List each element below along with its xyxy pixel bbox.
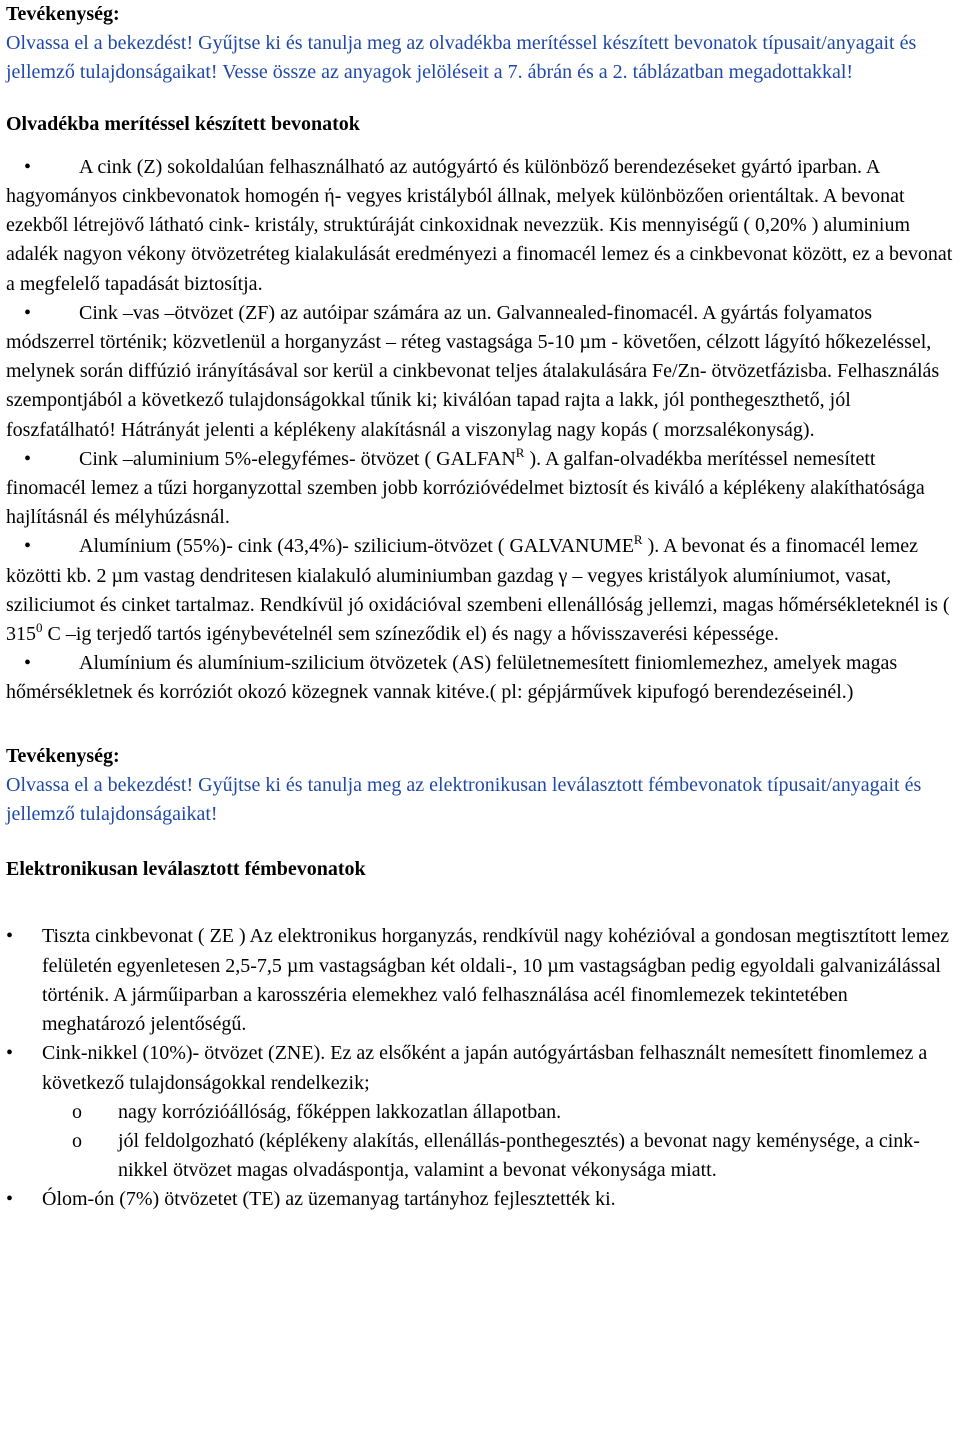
activity-instruction-1: Olvassa el a bekezdést! Gyűjtse ki és tanulja meg az olvadékba merítéssel készített bevonatok típusait/anyagait és jellemző tulajdonságaikat! Vesse össze az anyagok jelöléseit a 7. ábrán és a 2. táblázatban megadottakkal! [6, 32, 917, 84]
list-item-text: A cink (Z) sokoldalúan felhasználható az autógyártó és különböző berendezéseket gyártó iparban. A hagyományos cinkbevonatok homogén ή- vegyes kristályból állnak, melyek különbözően orientáltak. A bevonat ezekből létrejövő látható cink- kristály, struktúráját cinkoxidnak nevezzük. Kis mennyiségű ( 0,20% ) aluminium adalék nagyon vékony ötvözetréteg kialakulását eredményezi a finomacél lemez és a cinkbevonat között, ez a bevonat a megfelelő tapadását biztosítja. [6, 155, 953, 295]
spacer [6, 884, 956, 922]
list-item-text: Alumínium (55%)- cink (43,4%)- szilicium-ötvözet ( GALVANUME [79, 535, 634, 558]
spacer [6, 88, 956, 110]
bullet-list [6, 922, 956, 1214]
list-item [6, 532, 956, 649]
activity-instruction-2: Olvassa el a bekezdést! Gyűjtse ki és tanulja meg az elektronikusan leválasztott fémbevonatok típusait/anyagait és jellemző tulajdonságaikat! [6, 773, 922, 826]
bullet-icon: • [24, 301, 32, 324]
section-heading-2: Elektronikusan leválasztott fémbevonatok [6, 858, 366, 881]
list-item-text: C –ig terjedő tartós igénybevételnél sem színeződik el) és nagy a hővisszaverési képessége. [42, 623, 779, 646]
spacer [6, 829, 956, 855]
superscript-mark: 0 [36, 620, 43, 636]
bullet-icon: • [24, 535, 32, 558]
sub-list-item [42, 1127, 956, 1185]
circle-bullet-icon: o [72, 1129, 82, 1152]
list-item-text: ). A galfan-olvadékba merítéssel nemesített finomacél lemez a tűzi horganyzottal szemben jobb korrózióvédelmet biztosít és kiváló a képlékeny alakíthatósága hajlításnál és mélyhúzásnál. [6, 447, 925, 529]
list-item-text: Cink-nikkel (10%)- ötvözet (ZNE). Ez az elsőként a japán autógyártásban felhasznált nemesített finomlemez a következő tulajdonságokkal rendelkezik; [42, 1042, 928, 1094]
activity-label-1: Tevékenység: [6, 3, 120, 25]
list-item-text: Alumínium és alumínium-szilicium ötvözetek (AS) felületnemesített finiomlemezhez, amelyek magas hőmérsékletnek és korróziót okozó közegnek vannak kitéve.( pl: gépjárművek kipufogó berendezéseinél.) [6, 652, 898, 704]
superscript-mark: R [515, 444, 525, 460]
list-item [6, 445, 956, 533]
circle-bullet-icon: o [72, 1100, 82, 1123]
bullet-icon: • [24, 447, 32, 470]
bullet-icon: • [6, 1188, 14, 1211]
list-item-text: Cink –aluminium 5%-elegyfémes- ötvözet ( GALFAN [79, 447, 516, 470]
activity-label-2: Tevékenység: [6, 744, 120, 767]
section-heading-1: Olvadékba merítéssel készített bevonatok [6, 112, 360, 135]
superscript-mark: R [633, 532, 643, 548]
list-item [6, 1039, 956, 1185]
bullet-icon: • [6, 925, 14, 948]
bullet-icon: • [6, 1042, 14, 1065]
list-item-text: ). A bevonat és a finomacél lemez közötti kb. 2 µm vastag dendritesen kialakuló aluminiumban gazdag γ – vegyes kristályok alumíniumot, vasat, sziliciumot és cinket tartalmaz. Rendkívül jó oxidációval szembeni ellenállóság jellemzi, magas hőmérsékleteknél is ( 315 [6, 535, 950, 646]
list-item-text: Tiszta cinkbevonat ( ZE ) Az elektronikus horganyzás, rendkívül nagy kohézióval a gondosan megtisztított lemez felületén egyenletesen 2,5-7,5 µm vastagságban két oldali-, 10 µm vastagságban pedig egyoldali galvanizálással történik. A járműiparban a karosszéria elemekhez való felhasználása acél finomlemezek tekintetében meghatározó jelentőségű. [42, 925, 950, 1036]
list-item [6, 299, 956, 445]
bullet-icon: • [24, 652, 32, 675]
bullet-icon: • [24, 155, 32, 178]
sub-list-item-text: nagy korrózióállóság, főképpen lakkozatlan állapotban. [118, 1100, 562, 1123]
list-item-text: Ólom-ón (7%) ötvözetet (TE) az üzemanyag tartányhoz fejlesztették ki. [42, 1188, 616, 1211]
list-item [6, 922, 956, 1039]
sub-list [42, 1098, 956, 1186]
sub-list-item [42, 1098, 956, 1127]
sub-list-item-text: jól feldolgozható (képlékeny alakítás, ellenállás-ponthegesztés) a bevonat nagy keménysége, a cink-nikkel ötvözet magas olvadáspontja, valamint a bevonat vékonysága miatt. [118, 1129, 920, 1182]
list-item [6, 649, 956, 707]
list-item [6, 1185, 956, 1214]
list-item [6, 153, 956, 299]
document-page [6, 0, 956, 1215]
spacer [6, 708, 956, 742]
list-item-text: Cink –vas –ötvözet (ZF) az autóipar számára az un. Galvannealed-finomacél. A gyártás folyamatos módszerrel történik; közvetlenül a horganyzást – réteg vastagsága 5-10 µm - követően, célzott lágyító hőkezeléssel, melynek során diffúzió irányításával sor kerül a cinkbevonat teljes átalakulására Fe/Zn- ötvözetfázisba. Felhasználás szempontjából a következő tulajdonságokkal tűnik ki; kiválóan tapad rajta a lakk, jól ponthegeszthető, jól foszfatálható! Hátrányát jelenti a képlékeny alakításnál a viszonylag nagy kopás ( morzsalékonyság). [6, 301, 940, 441]
